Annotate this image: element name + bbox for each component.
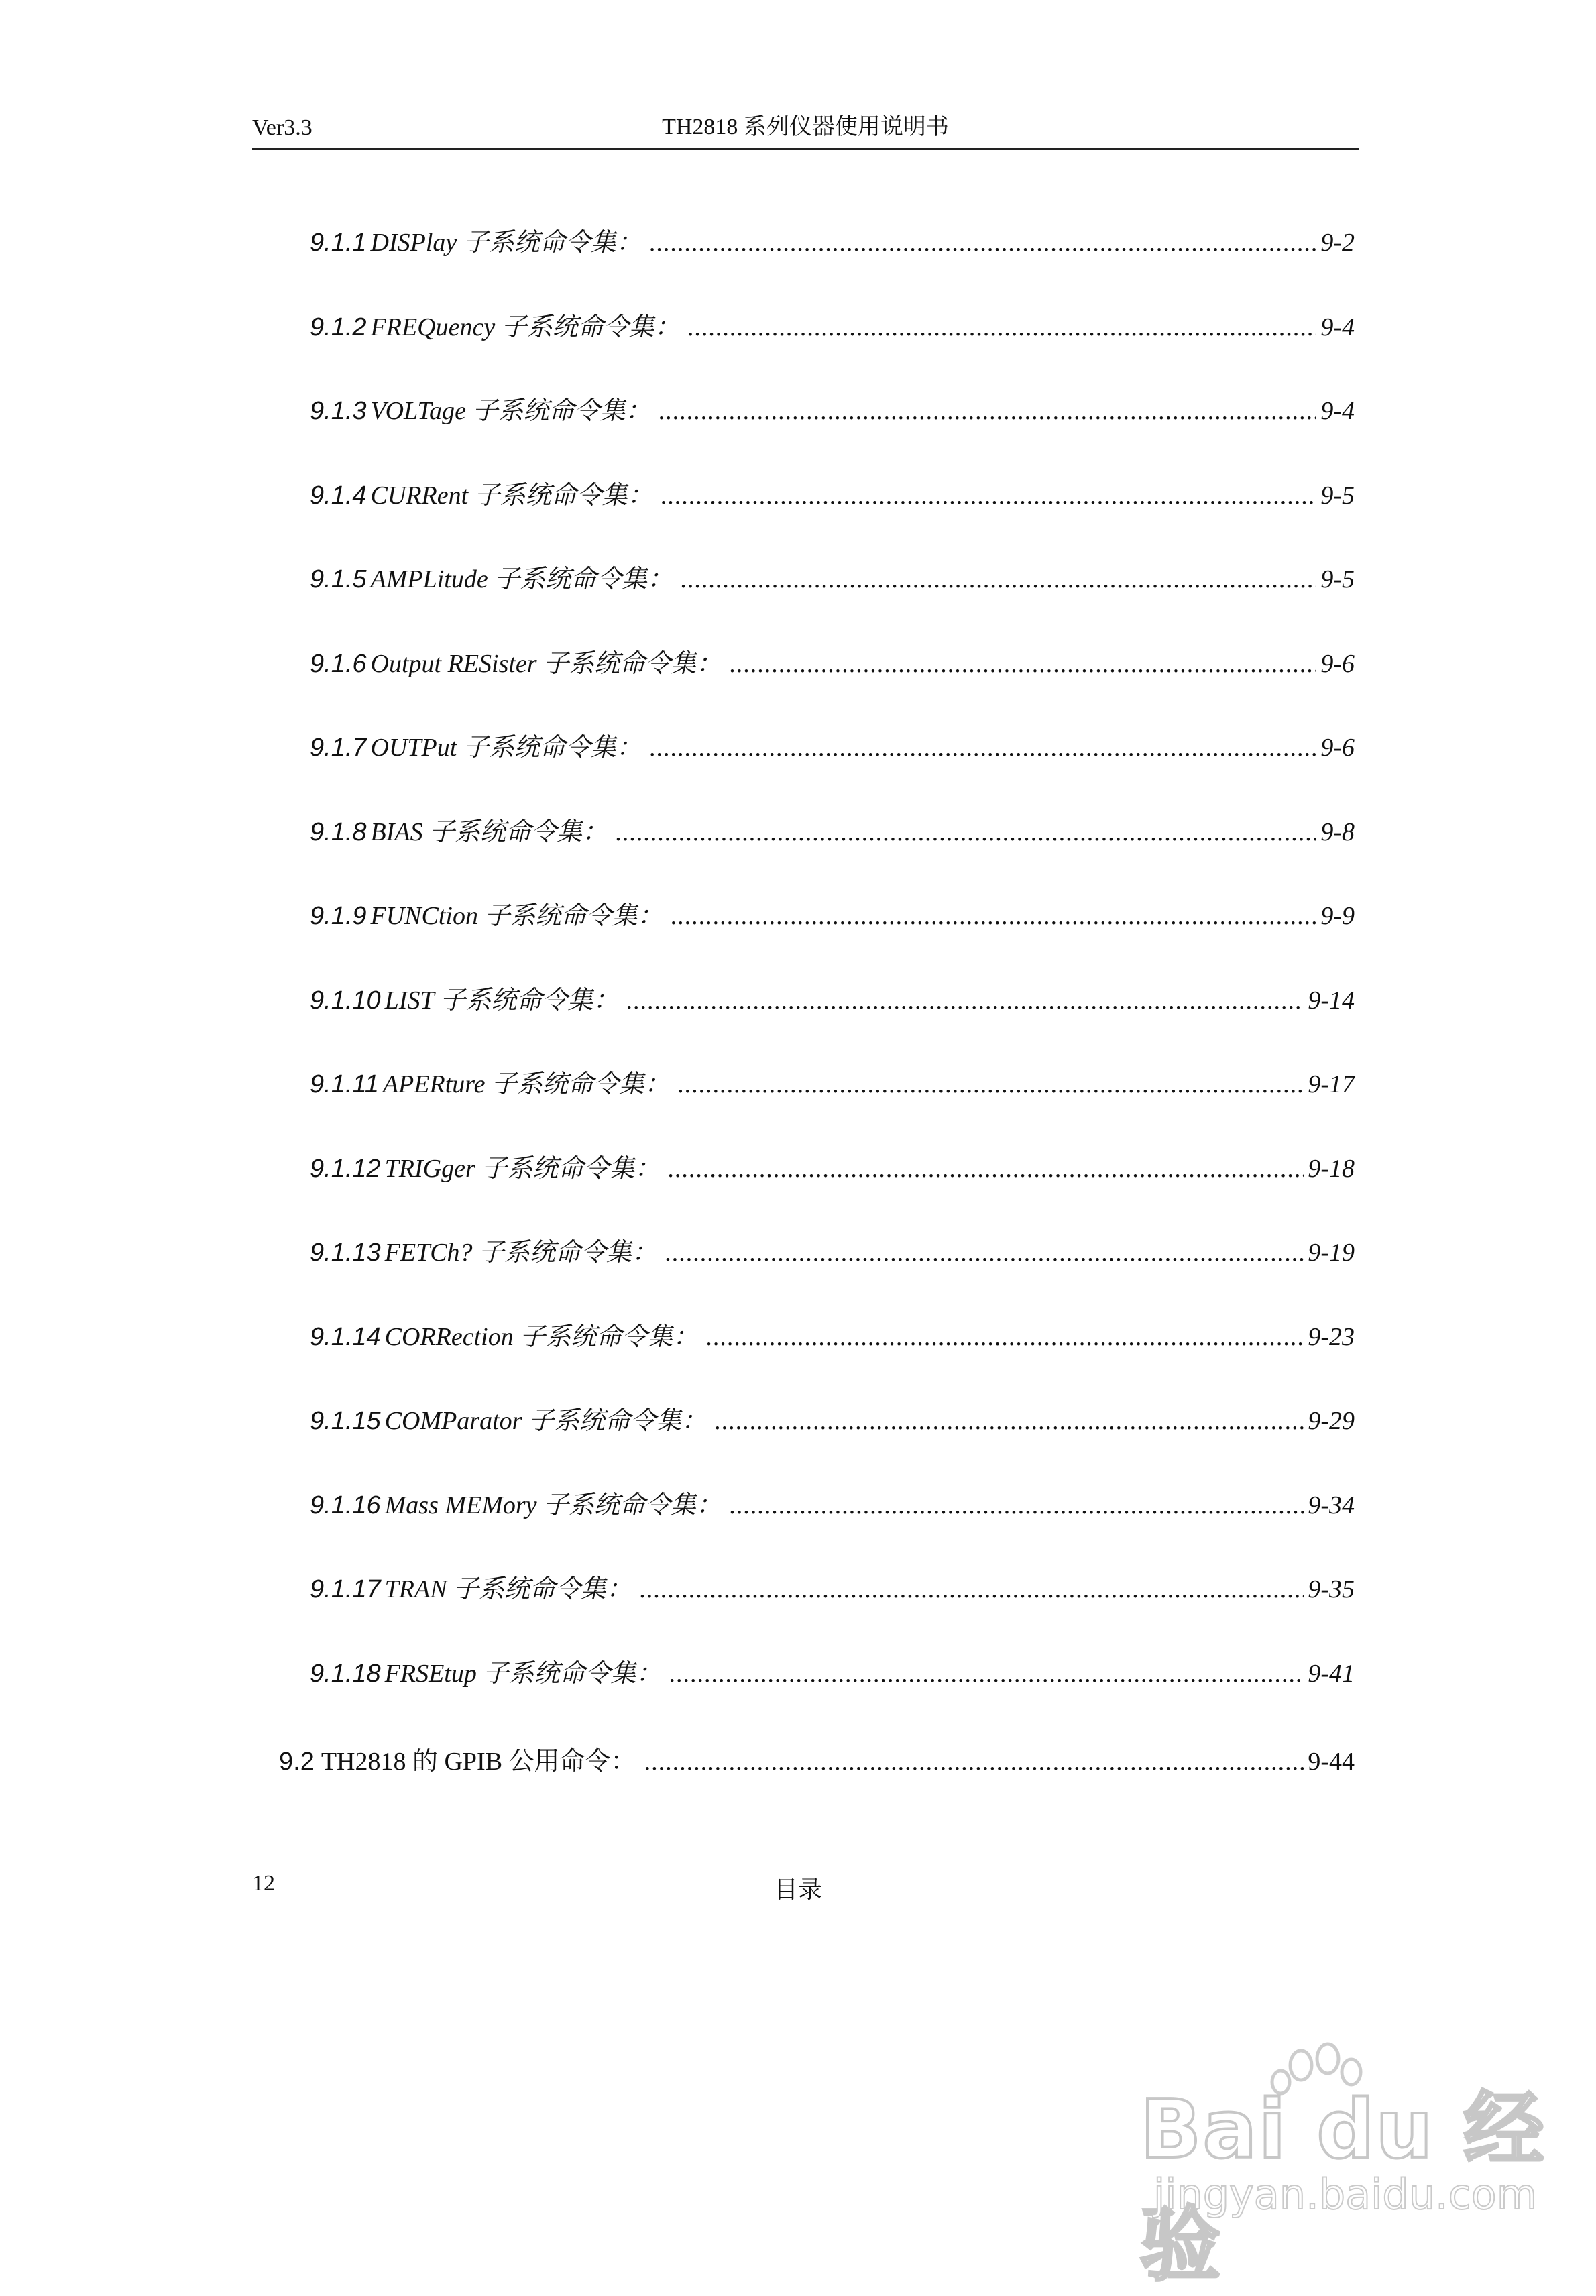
toc-dot-leader: [616, 817, 1316, 847]
toc-entry-page: 9-17: [1308, 1070, 1355, 1098]
toc-entry-label: FETCh? 子系统命令集：: [384, 1239, 658, 1267]
toc-entry-number: 9.1.9: [310, 902, 367, 930]
toc-entry-page: 9-14: [1308, 986, 1355, 1015]
toc-entry-label: TRAN 子系统命令集：: [384, 1575, 632, 1603]
toc-entry-number: 9.1.18: [310, 1659, 381, 1688]
toc-entry[interactable]: [310, 979, 1355, 1013]
toc-entry-label: DISPlay 子系统命令集：: [370, 229, 642, 257]
toc-entry-number: 9.1.2: [310, 312, 367, 341]
toc-entry[interactable]: [310, 811, 1355, 844]
toc-entry[interactable]: [310, 1484, 1355, 1517]
toc-entry[interactable]: [310, 1568, 1355, 1601]
toc-entry-label: OUTPut 子系统命令集：: [370, 734, 642, 762]
toc-dot-leader: [730, 649, 1316, 679]
toc-entry-page: 9-8: [1320, 817, 1355, 846]
toc-entry-page: 9-29: [1308, 1407, 1355, 1435]
toc-entry-number: 9.1.3: [310, 397, 367, 425]
toc-entry-number: 9.1.12: [310, 1154, 381, 1183]
toc-entry-label: CURRent 子系统命令集：: [370, 481, 653, 510]
toc-entry-page: 9-18: [1308, 1154, 1355, 1183]
toc-entry-page: 9-2: [1320, 229, 1355, 257]
toc-entry-label: Output RESister 子系统命令集：: [370, 649, 722, 678]
toc-entry-page: 9-44: [1308, 1747, 1355, 1776]
toc-entry-number: 9.1.4: [310, 481, 367, 510]
toc-entry[interactable]: [310, 1231, 1355, 1265]
toc-entry-number: 9.1.17: [310, 1575, 381, 1603]
toc-entry-number: 9.1.6: [310, 649, 367, 678]
toc-dot-leader: [661, 481, 1317, 510]
toc-entry-page: 9-41: [1308, 1659, 1355, 1688]
toc-entry-page: 9-6: [1320, 734, 1355, 762]
toc-entry[interactable]: [310, 474, 1355, 508]
toc-entry[interactable]: [310, 726, 1355, 760]
header-version: Ver3.3: [252, 115, 312, 140]
toc-dot-leader: [659, 396, 1316, 426]
toc-entry-number: 9.2: [279, 1747, 315, 1776]
toc-entry-page: 9-4: [1320, 312, 1355, 341]
toc-dot-leader: [665, 1238, 1304, 1267]
toc-entry[interactable]: [310, 1063, 1355, 1096]
toc-entry-label: Mass MEMory 子系统命令集：: [384, 1491, 722, 1519]
toc-entry[interactable]: [310, 1316, 1355, 1349]
toc-entry-page: 9-4: [1320, 397, 1355, 425]
toc-entry-label: AMPLitude 子系统命令集：: [370, 565, 673, 593]
toc-dot-leader: [706, 1322, 1304, 1352]
toc-entry-label: VOLTage 子系统命令集：: [370, 397, 651, 425]
watermark-brand: Bai du 经验: [1140, 2083, 1546, 2292]
toc-entry-label: TH2818 的 GPIB 公用命令：: [321, 1747, 636, 1776]
toc-entry-number: 9.1.11: [310, 1070, 379, 1098]
toc-entry[interactable]: [279, 1740, 1355, 1774]
toc-entry[interactable]: [310, 1652, 1355, 1686]
page-header: [252, 113, 1359, 150]
toc-entry-label: CORRection 子系统命令集：: [384, 1322, 699, 1351]
toc-entry-page: 9-5: [1320, 481, 1355, 510]
header-title: TH2818 系列仪器使用说明书: [662, 115, 949, 139]
toc-entry-page: 9-5: [1320, 565, 1355, 593]
toc-dot-leader: [671, 901, 1317, 931]
toc-entry[interactable]: [310, 221, 1355, 255]
watermark-url: jingyan.baidu.com: [1153, 2170, 1538, 2219]
toc-entry[interactable]: [310, 306, 1355, 339]
toc-dot-leader: [681, 565, 1316, 594]
toc-dot-leader: [730, 1491, 1304, 1520]
toc-dot-leader: [715, 1406, 1304, 1436]
toc-entry-label: FREQuency 子系统命令集：: [370, 312, 680, 341]
toc-entry[interactable]: [310, 1147, 1355, 1181]
toc-entry[interactable]: [310, 390, 1355, 423]
toc-entry-number: 9.1.13: [310, 1239, 381, 1267]
toc-entry[interactable]: [310, 1399, 1355, 1433]
toc-entry-number: 9.1.1: [310, 229, 367, 257]
toc-entry-number: 9.1.8: [310, 817, 367, 846]
toc-entry-page: 9-9: [1320, 902, 1355, 930]
footer-section-title: 目录: [773, 1876, 822, 1904]
toc-dot-leader: [650, 228, 1317, 257]
toc-dot-leader: [640, 1574, 1304, 1604]
toc-entry[interactable]: [310, 642, 1355, 676]
toc-entry-label: APERture 子系统命令集：: [382, 1070, 670, 1098]
toc-dot-leader: [668, 1154, 1304, 1184]
toc-entry-number: 9.1.10: [310, 986, 381, 1015]
toc-entry[interactable]: [310, 558, 1355, 591]
toc-entry-label: LIST 子系统命令集：: [384, 986, 619, 1015]
toc-entry-number: 9.1.7: [310, 734, 367, 762]
toc-entry-number: 9.1.14: [310, 1322, 381, 1351]
toc-dot-leader: [678, 1070, 1304, 1099]
toc-entry-label: TRIGger 子系统命令集：: [384, 1154, 661, 1183]
toc-entry-label: FRSEtup 子系统命令集：: [384, 1659, 662, 1688]
footer-page-number: 12: [252, 1871, 275, 1896]
toc-entry-label: COMParator 子系统命令集：: [384, 1407, 707, 1435]
toc-entry-page: 9-35: [1308, 1575, 1355, 1603]
baidu-jingyan-watermark: [1133, 2039, 1562, 2292]
toc-dot-leader: [688, 312, 1317, 342]
toc-entry-number: 9.1.5: [310, 565, 367, 593]
toc-entry-label: FUNCtion 子系统命令集：: [370, 902, 663, 930]
toc-entry-number: 9.1.15: [310, 1407, 381, 1435]
toc-dot-leader: [626, 986, 1304, 1015]
toc-dot-leader: [669, 1659, 1304, 1688]
toc-entry-number: 9.1.16: [310, 1491, 381, 1519]
toc-entry-page: 9-19: [1308, 1239, 1355, 1267]
toc-entry-label: BIAS 子系统命令集：: [370, 817, 608, 846]
toc-dot-leader: [644, 1747, 1304, 1776]
toc-entry-page: 9-6: [1320, 649, 1355, 678]
toc-entry-page: 9-23: [1308, 1322, 1355, 1351]
toc-entry-page: 9-34: [1308, 1491, 1355, 1519]
toc-dot-leader: [650, 733, 1317, 762]
toc-entry[interactable]: [310, 895, 1355, 928]
